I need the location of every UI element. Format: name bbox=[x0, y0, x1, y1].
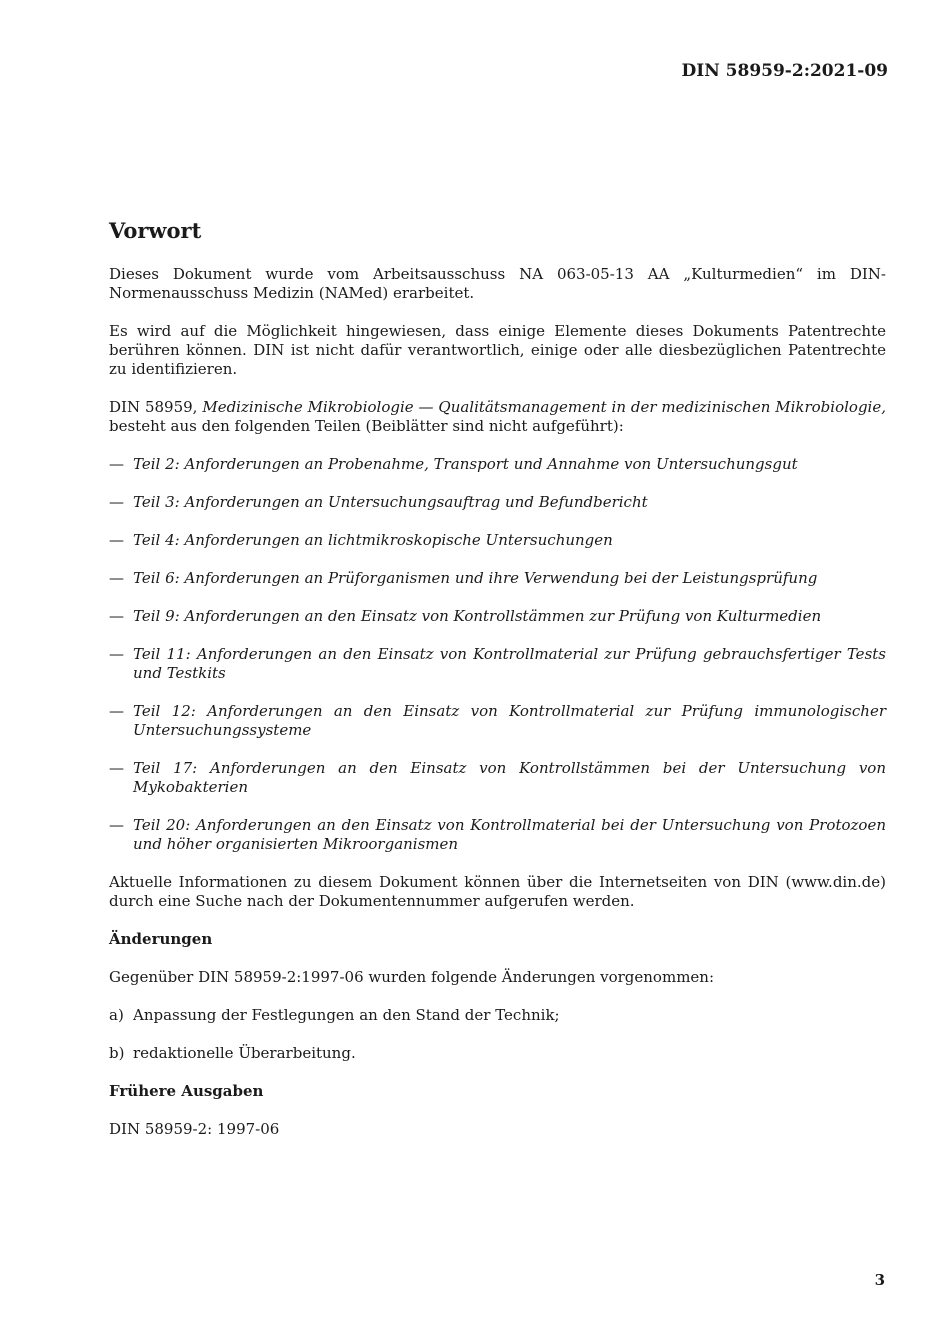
list-item-text: Teil 17: Anforderungen an den Einsatz von Kontrollstämmen bei der Untersuchung von Mykobakterien bbox=[133, 759, 886, 796]
previous-editions-heading: Frühere Ausgaben bbox=[109, 1082, 264, 1100]
list-item bbox=[109, 569, 886, 588]
dash-marker: — bbox=[109, 455, 124, 473]
paragraph-patent: Es wird auf die Möglichkeit hingewiesen, dass einige Elemente dieses Dokuments Patentrechte berühren können. DIN ist nicht dafür verantwortlich, einige oder alle diesbezüglichen Patentrechte zu identifizieren. bbox=[109, 322, 886, 378]
list-item-text: Teil 3: Anforderungen an Untersuchungsauftrag und Befundbericht bbox=[133, 493, 648, 511]
dash-marker: — bbox=[109, 759, 124, 777]
list-item-text: Teil 11: Anforderungen an den Einsatz von Kontrollmaterial zur Prüfung gebrauchsfertiger Tests und Testkits bbox=[133, 645, 886, 682]
series-prefix: DIN 58959, bbox=[109, 398, 203, 416]
list-marker: a) bbox=[109, 1006, 124, 1024]
section-title: Vorwort bbox=[109, 218, 202, 243]
dash-marker: — bbox=[109, 493, 124, 511]
dash-marker: — bbox=[109, 816, 124, 834]
previous-editions-text: DIN 58959-2: 1997-06 bbox=[109, 1120, 280, 1138]
list-item bbox=[109, 607, 886, 626]
series-title: Medizinische Mikrobiologie — Qualitätsmanagement in der medizinischen Mikrobiologie, bbox=[202, 398, 886, 416]
list-item bbox=[109, 759, 886, 797]
dash-marker: — bbox=[109, 569, 124, 587]
list-item-text: Teil 9: Anforderungen an den Einsatz von Kontrollstämmen zur Prüfung von Kulturmedien bbox=[133, 607, 822, 625]
list-item-text: redaktionelle Überarbeitung. bbox=[133, 1044, 356, 1062]
list-item-text: Anpassung der Festlegungen an den Stand der Technik; bbox=[133, 1006, 560, 1024]
parts-list bbox=[109, 455, 886, 854]
list-item-text: Teil 12: Anforderungen an den Einsatz von Kontrollmaterial zur Prüfung immunologischer Untersuchungssysteme bbox=[133, 702, 886, 739]
series-suffix: besteht aus den folgenden Teilen (Beiblätter sind nicht aufgeführt): bbox=[109, 417, 624, 435]
document-id: DIN 58959-2:2021-09 bbox=[681, 61, 888, 81]
changes-list bbox=[109, 1006, 886, 1063]
list-item bbox=[109, 816, 886, 854]
list-item bbox=[109, 1006, 886, 1025]
paragraph-info: Aktuelle Informationen zu diesem Dokument können über die Internetseiten von DIN (www.din.de) durch eine Suche nach der Dokumentennummer aufgerufen werden. bbox=[109, 873, 886, 910]
dash-marker: — bbox=[109, 645, 124, 663]
page-number: 3 bbox=[874, 1271, 885, 1289]
list-item bbox=[109, 493, 886, 512]
list-item bbox=[109, 645, 886, 683]
list-item-text: Teil 20: Anforderungen an den Einsatz von Kontrollmaterial bei der Untersuchung von Protozoen und höher organisierten Mikroorganismen bbox=[133, 816, 886, 853]
list-item-text: Teil 4: Anforderungen an lichtmikroskopische Untersuchungen bbox=[133, 531, 613, 549]
list-marker: b) bbox=[109, 1044, 125, 1062]
page-content bbox=[109, 218, 886, 1158]
list-item bbox=[109, 455, 886, 474]
list-item-text: Teil 2: Anforderungen an Probenahme, Transport und Annahme von Untersuchungsgut bbox=[133, 455, 798, 473]
changes-heading: Änderungen bbox=[109, 930, 213, 948]
list-item-text: Teil 6: Anforderungen an Prüforganismen und ihre Verwendung bei der Leistungsprüfung bbox=[133, 569, 818, 587]
list-item bbox=[109, 702, 886, 740]
paragraph-series bbox=[109, 398, 886, 436]
dash-marker: — bbox=[109, 702, 124, 720]
dash-marker: — bbox=[109, 607, 124, 625]
list-item bbox=[109, 531, 886, 550]
paragraph-committee: Dieses Dokument wurde vom Arbeitsausschuss NA 063-05-13 AA „Kulturmedien“ im DIN-Normenausschuss Medizin (NAMed) erarbeitet. bbox=[109, 265, 886, 302]
dash-marker: — bbox=[109, 531, 124, 549]
changes-intro: Gegenüber DIN 58959-2:1997-06 wurden folgende Änderungen vorgenommen: bbox=[109, 968, 715, 986]
list-item bbox=[109, 1044, 886, 1063]
